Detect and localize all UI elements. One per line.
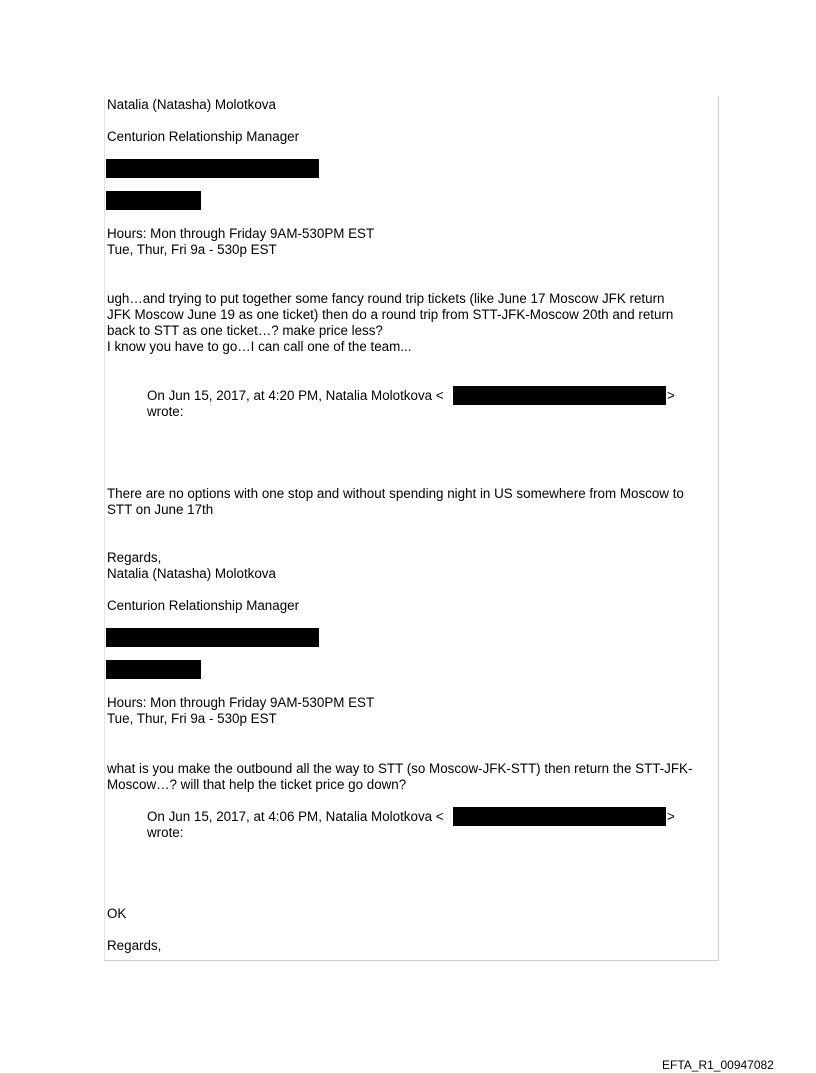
redaction-bar	[106, 191, 201, 210]
hours-line: Tue, Thur, Fri 9a - 530p EST	[107, 242, 277, 257]
sender-title: Centurion Relationship Manager	[107, 598, 300, 613]
quote-prefix: On Jun 15, 2017, at 4:20 PM, Natalia Molotkova <	[147, 388, 444, 403]
redaction-bar	[106, 159, 319, 178]
redaction-bar	[106, 660, 201, 679]
regards-text: Regards,	[107, 550, 162, 565]
message-line: what is you make the outbound all the way to STT (so Moscow-JFK-STT) then return the STT-JFK-	[107, 761, 693, 776]
document-id: EFTA_R1_00947082	[662, 1058, 774, 1072]
message-line: STT on June 17th	[107, 502, 214, 517]
message-line: back to STT as one ticket…? make price less?	[107, 323, 383, 338]
regards-text: Regards,	[107, 938, 162, 953]
quote-header	[147, 388, 444, 404]
sender-name: Natalia (Natasha) Molotkova	[107, 566, 276, 581]
redaction-bar	[453, 386, 666, 405]
sender-name: Natalia (Natasha) Molotkova	[107, 97, 276, 112]
message-line: I know you have to go…I can call one of the team...	[107, 339, 412, 354]
message-line: OK	[107, 906, 127, 921]
sender-title: Centurion Relationship Manager	[107, 129, 300, 144]
message-line: Moscow…? will that help the ticket price go down?	[107, 777, 407, 792]
quote-suffix: >	[667, 809, 675, 824]
hours-line: Hours: Mon through Friday 9AM-530PM EST	[107, 695, 375, 710]
message-line: There are no options with one stop and without spending night in US somewhere from Moscow to	[107, 486, 684, 501]
quote-suffix: >	[667, 388, 675, 403]
redaction-bar	[453, 807, 666, 826]
message-line: ugh…and trying to put together some fancy round trip tickets (like June 17 Moscow JFK return	[107, 291, 665, 306]
redaction-bar	[106, 628, 319, 647]
message-line: JFK Moscow June 19 as one ticket) then do a round trip from STT-JFK-Moscow 20th and return	[107, 307, 674, 322]
hours-line: Hours: Mon through Friday 9AM-530PM EST	[107, 226, 375, 241]
quote-wrote: wrote:	[147, 404, 184, 419]
hours-line: Tue, Thur, Fri 9a - 530p EST	[107, 711, 277, 726]
quote-header	[147, 809, 444, 825]
quote-wrote: wrote:	[147, 825, 184, 840]
quote-prefix: On Jun 15, 2017, at 4:06 PM, Natalia Molotkova <	[147, 809, 444, 824]
